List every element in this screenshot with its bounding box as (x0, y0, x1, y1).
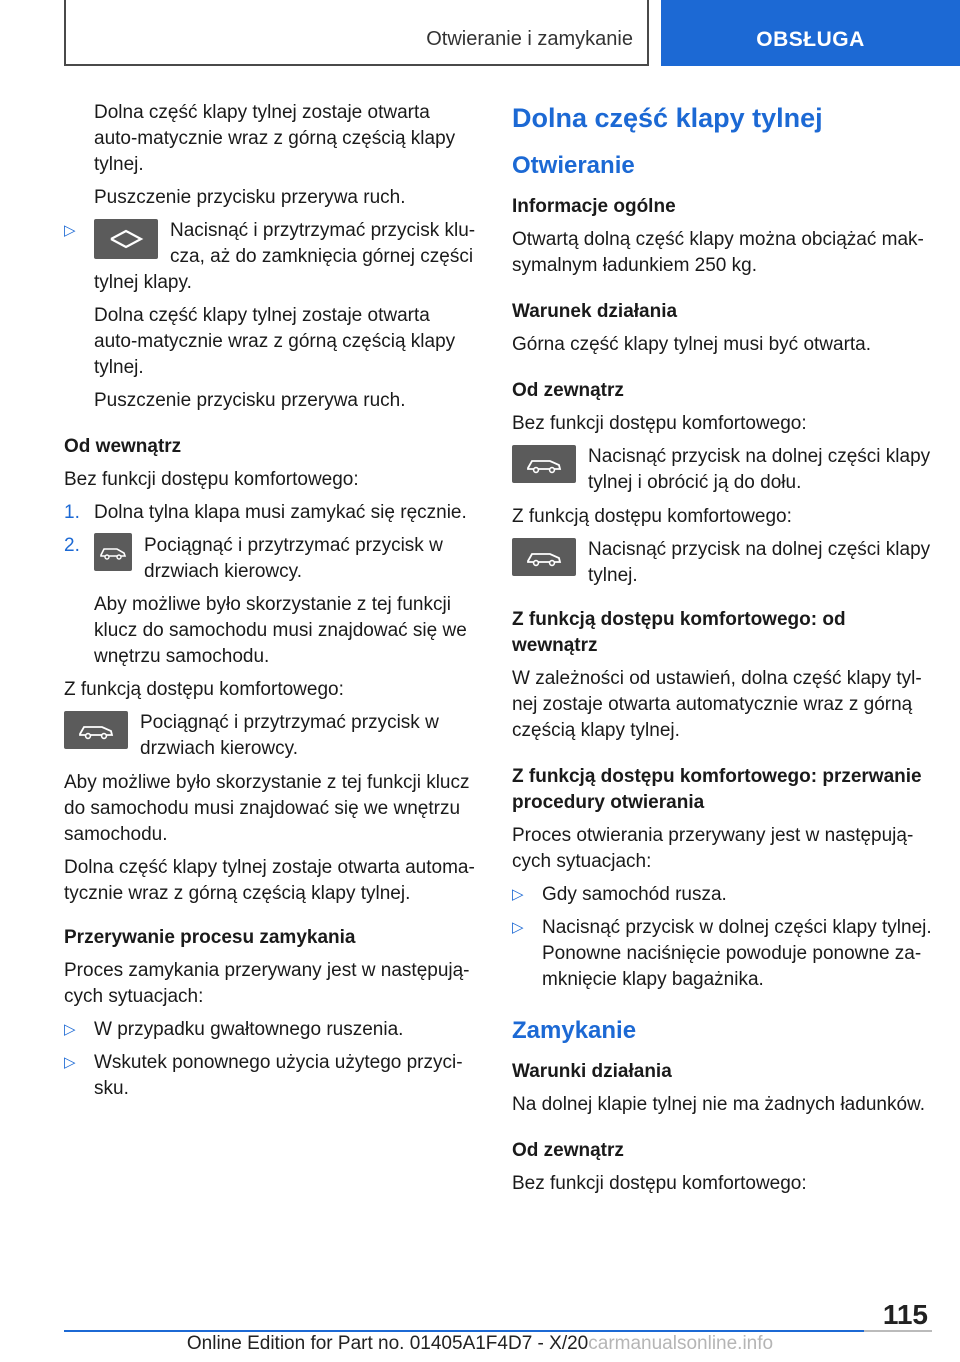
paragraph: Puszczenie przycisku przerywa ruch. (94, 187, 406, 208)
paragraph: Puszczenie przycisku przerywa ruch. (94, 390, 406, 411)
left-column (64, 100, 476, 1109)
subheading-inside: Od wewnątrz (64, 436, 182, 457)
footer-edition (0, 1333, 960, 1355)
icon-instruction (512, 537, 932, 589)
bullet-item (64, 1050, 476, 1102)
header-section-title: Otwieranie i zamykanie (426, 28, 633, 50)
bullet-text: W przypadku gwałtownego ruszenia. (94, 1019, 404, 1040)
subheading-condition: Warunek działania (512, 301, 678, 322)
paragraph: Bez funkcji dostępu komfortowego: (512, 1173, 807, 1194)
subsection-heading-close: Zamykanie (512, 1017, 637, 1044)
paragraph: Na dolnej klapie tylnej nie ma żadnych ładunków. (512, 1094, 925, 1115)
car-tailgate-button-icon (64, 711, 128, 749)
subsection-heading-open: Otwieranie (512, 152, 635, 179)
bullet-triangle-icon: ▷ (64, 222, 76, 239)
bullet-text: Nacisnąć przycisk w dolnej części klapy tylnej. Ponowne naciśnięcie powoduje ponowne za-mknięcie klapy bagażnika. (542, 917, 932, 990)
step-number: 1. (64, 502, 80, 523)
subheading-comfort-inside: Z funkcją dostępu komfortowego: od wewnątrz (512, 609, 846, 656)
bullet-triangle-icon: ▷ (64, 1054, 76, 1071)
step-text: Pociągnąć i przytrzymać przycisk w drzwiach kierowcy. (144, 535, 443, 582)
subheading-outside: Od zewnątrz (512, 1140, 624, 1161)
paragraph: Dolna część klapy tylnej zostaje otwarta auto-matycznie wraz z górną częścią klapy tylnej. (94, 305, 456, 378)
page-number: 115 (882, 1299, 928, 1330)
tailgate-close-key-button-icon (94, 219, 158, 259)
numbered-item (64, 533, 476, 670)
footer-divider-end (864, 1330, 932, 1332)
paragraph: Z funkcją dostępu komfortowego: (64, 679, 344, 700)
icon-instruction-text: Pociągnąć i przytrzymać przycisk w drzwiach kierowcy. (140, 712, 439, 759)
paragraph: Proces zamykania przerywany jest w następują-cych sytuacjach: (64, 960, 470, 1007)
subheading-general: Informacje ogólne (512, 196, 676, 217)
icon-instruction-text: Nacisnąć przycisk na dolnej części klapy tylnej i obrócić ją do dołu. (588, 446, 931, 493)
bullet-item (64, 218, 476, 296)
bullet-item (512, 915, 932, 993)
paragraph: Proces otwierania przerywany jest w następują-cych sytuacjach: (512, 825, 914, 872)
header-category-tab[interactable] (661, 0, 960, 66)
car-tailgate-button-icon (512, 445, 576, 483)
header-category-label: OBSŁUGA (756, 28, 865, 51)
step-note: Aby możliwe było skorzystanie z tej funkcji klucz do samochodu musi znajdować się we wnętrzu samochodu. (94, 594, 467, 667)
paragraph: Z funkcją dostępu komfortowego: (512, 506, 792, 527)
paragraph: Dolna część klapy tylnej zostaje otwarta auto-matycznie wraz z górną częścią klapy tylnej. (94, 102, 456, 175)
bullet-text: Nacisnąć i przytrzymać przycisk klu-cza, aż do zamknięcia górnej części tylnej klapy. (94, 220, 476, 293)
icon-instruction (512, 444, 932, 496)
paragraph: Bez funkcji dostępu komfortowego: (64, 469, 359, 490)
numbered-item (64, 500, 476, 526)
bullet-item (512, 882, 932, 908)
step-number: 2. (64, 535, 80, 556)
header-section-box (64, 0, 649, 66)
paragraph: Górna część klapy tylnej musi być otwarta. (512, 334, 872, 355)
subheading-conditions: Warunki działania (512, 1061, 672, 1082)
subheading-outside: Od zewnątrz (512, 380, 624, 401)
bullet-text: Gdy samochód rusza. (542, 884, 727, 905)
footer-edition-text: Online Edition for Part no. 01405A1F4D7 - X/20 (186, 1333, 589, 1354)
icon-instruction-text: Nacisnąć przycisk na dolnej części klapy tylnej. (588, 539, 931, 586)
paragraph: Otwartą dolną część klapy można obciążać mak-symalnym ładunkiem 250 kg. (512, 229, 924, 276)
step-text: Dolna tylna klapa musi zamykać się ręcznie. (94, 502, 467, 523)
car-tailgate-button-icon (94, 533, 132, 571)
car-tailgate-button-icon (512, 538, 576, 576)
subheading-comfort-interrupt: Z funkcją dostępu komfortowego: przerwanie procedury otwierania (512, 766, 922, 813)
footer-watermark[interactable]: carmanualsonline.info (588, 1333, 774, 1354)
paragraph: Bez funkcji dostępu komfortowego: (512, 413, 807, 434)
paragraph: Aby możliwe było skorzystanie z tej funkcji klucz do samochodu musi znajdować się we wnętrzu samochodu. (64, 772, 470, 845)
paragraph: Dolna część klapy tylnej zostaje otwarta automa-tycznie wraz z górną częścią klapy tylnej. (64, 857, 475, 904)
bullet-item (64, 1017, 476, 1043)
footer-divider (64, 1330, 864, 1332)
section-heading: Dolna część klapy tylnej (512, 103, 823, 133)
bullet-text: Wskutek ponownego użycia użytego przyci-sku. (94, 1052, 463, 1099)
paragraph: W zależności od ustawień, dolna część klapy tyl-nej zostaje otwarta automatycznie wraz z górną częścią klapy tylnej. (512, 668, 922, 741)
right-column (512, 100, 932, 1204)
subheading-interrupt: Przerywanie procesu zamykania (64, 927, 356, 948)
bullet-triangle-icon: ▷ (512, 886, 524, 903)
bullet-triangle-icon: ▷ (512, 919, 524, 936)
icon-instruction (64, 710, 476, 762)
bullet-triangle-icon: ▷ (64, 1021, 76, 1038)
